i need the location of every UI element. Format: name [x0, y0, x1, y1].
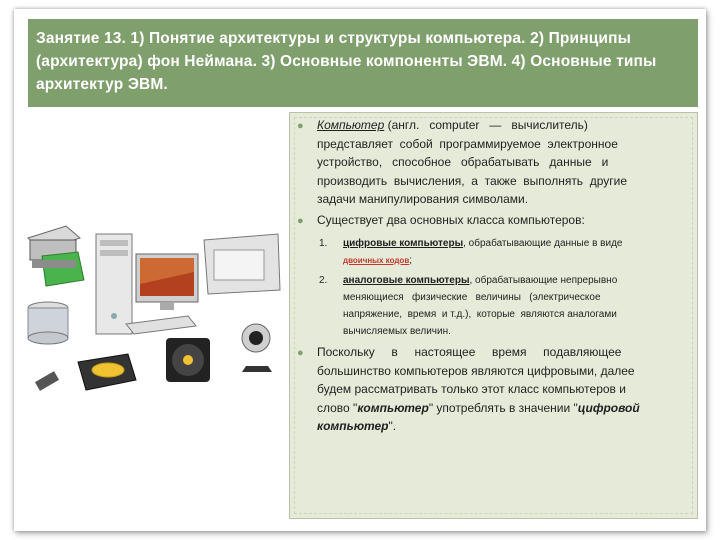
def-line-1: (англ. computer — вычислитель) [384, 118, 588, 132]
paragraph-definition [317, 116, 687, 209]
list-item-digital [343, 235, 688, 269]
scanner-image [204, 234, 280, 294]
analog-line-4: вычисляемых величин. [343, 326, 451, 337]
keyboard-image [126, 316, 196, 334]
list-item-analog [343, 272, 688, 340]
webcam-image [242, 324, 272, 372]
system-unit-image [96, 234, 132, 334]
title-line-1: Занятие 13. 1) Понятие архитектуры и структуры компьютера. 2) Принципы [36, 30, 631, 47]
usb-flash-image [35, 371, 59, 391]
analog-line-2: меняющиеся физические величины (электрическое [343, 292, 601, 303]
bullet-icon: ● [297, 347, 304, 359]
bullet-icon: ● [297, 215, 304, 227]
concl-line-1: Поскольку в настоящее время подавляющее [317, 345, 622, 359]
term-analog: аналоговые компьютеры [343, 275, 470, 286]
concl-line-5: компьютер". [317, 419, 397, 433]
analog-line-1: , обрабатывающие непрерывно [469, 275, 618, 286]
list-number: 1. [319, 238, 328, 249]
title-line-3: архитектур ЭВМ. [36, 76, 168, 93]
term-digital: цифровые компьютеры [343, 238, 464, 249]
term-digital-quoted: цифровой [577, 400, 640, 415]
def-line-5: задачи манипулирования символами. [317, 192, 529, 206]
list-number: 2. [319, 275, 328, 286]
digital-line-1: , обрабатывающие данные в виде [463, 238, 623, 249]
def-line-4: производить вычисления, а также выполнять другие [317, 173, 628, 188]
concl-line-2: большинство компьютеров являются цифровыми, далее [317, 363, 635, 378]
link-binary-codes[interactable]: двоичных кодов [343, 256, 410, 265]
term-computer-quoted: компьютер [357, 400, 429, 415]
cooler-image [166, 338, 210, 382]
bullet-icon: ● [297, 120, 304, 132]
def-line-2: представляет собой программируемое электронное [317, 136, 618, 151]
computer-components-illustration [18, 220, 288, 410]
def-line-3: устройство, способное обрабатывать данные и [317, 155, 609, 169]
cd-drive-image [78, 354, 136, 390]
disc-spindle-image [28, 302, 68, 344]
term-computer: Компьютер [317, 118, 385, 132]
concl-line-3: будем рассматривать только этот класс компьютеров и [317, 382, 626, 396]
paragraph-classes: Существует два основных класса компьютеров: [317, 213, 585, 227]
slide-title [28, 19, 698, 107]
digital-tail: ; [409, 255, 413, 266]
printer-image [28, 226, 84, 286]
analog-line-3: напряжение, время и т.д.), которые являются аналогами [343, 309, 617, 320]
concl-line-4: слово "компьютер" употреблять в значении "цифровой [317, 400, 640, 415]
monitor-image [136, 254, 198, 310]
title-line-2: (архитектура) фон Неймана. 3) Основные компоненты ЭВМ. 4) Основные типы [36, 53, 657, 70]
paragraph-conclusion [317, 343, 687, 436]
